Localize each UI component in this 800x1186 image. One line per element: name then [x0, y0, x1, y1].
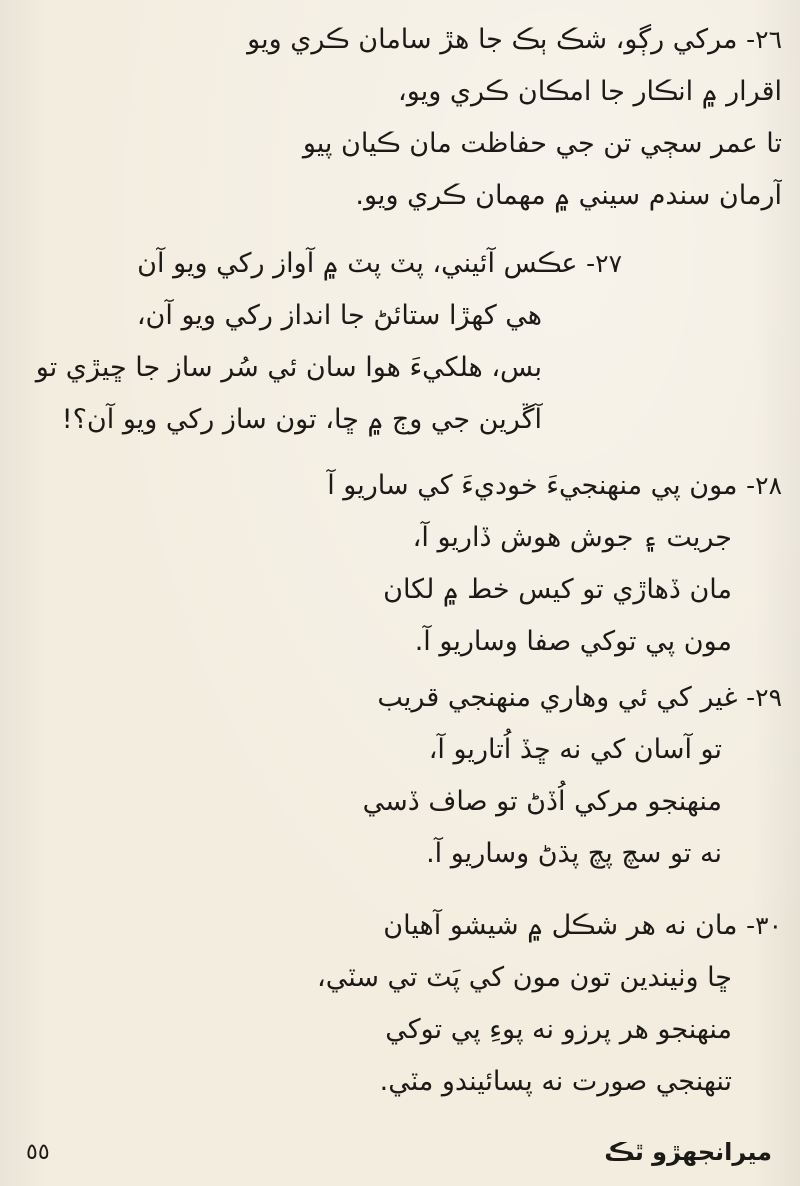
verse-line: بس، هلکيءَ هوا سان ئي سُر ساز جا ڇيڙي تو [35, 352, 542, 383]
running-footer-title: ميرانجهڙو ٿڪ [604, 1138, 772, 1166]
stanza-28 [162, 460, 782, 668]
verse-line [162, 14, 782, 66]
page-number: ٥٥ [26, 1140, 50, 1165]
verse-line: آڱرين جي وڄ ۾ ڇا، تون ساز رکي ويو آن؟! [61, 404, 542, 435]
verse-text: غير کي ئي وهاري منهنجي قريب [377, 682, 738, 713]
verse-text: مون پي منهنجيءَ خوديءَ کي ساريو آ [327, 470, 738, 501]
stanza-27 [12, 238, 782, 446]
stanza-30 [162, 900, 782, 1108]
verse-line: جريت ۽ جوش هوش ڏاريو آ، [412, 522, 732, 553]
verse-line [12, 238, 782, 290]
verse-line: تنهنجي صورت نه پسائيندو مٽي. [379, 1066, 732, 1097]
stanza-26 [162, 14, 782, 222]
verse-line: اقرار ۾ انڪار جا امڪان ڪري ويو، [398, 76, 782, 107]
verse-line: مان ڏهاڙي تو کيس خط ۾ لکان [383, 574, 732, 605]
verse-line: منهنجو هر پرزو نه پوءِ پي توکي [385, 1014, 732, 1045]
stanza-29 [12, 672, 782, 880]
verse-text: مان نه هر شڪل ۾ شيشو آهيان [383, 910, 738, 941]
verse-line: تا عمر سڄي تن جي حفاظت مان ڪيان پيو [302, 128, 782, 159]
verse-line: تو آسان کي نه ڇڏ اُتاريو آ، [428, 734, 722, 765]
verse-line [162, 460, 782, 512]
verse-line: منهنجو مرکي اُڏڻ تو صاف ڏسي [362, 786, 722, 817]
stanza-number: ٢٨- [746, 471, 782, 500]
verse-text: مرکي رڳو، شڪ ٻڪ جا هڙ سامان ڪري ويو [247, 24, 738, 55]
verse-line: آرمان سندم سيني ۾ مهمان ڪري ويو. [355, 180, 782, 211]
stanza-number: ٣٠- [746, 911, 782, 940]
verse-text: عڪس آئيني، پٽ پٽ ۾ آواز رکي ويو آن [137, 248, 578, 279]
verse-line: ڇا وٺيندين تون مون کي پَٽ تي سٽي، [316, 962, 732, 993]
verse-line: مون پي توکي صفا وساريو آ. [414, 626, 732, 657]
stanza-number: ٢٧- [586, 249, 622, 278]
stanza-number: ٢٩- [746, 683, 782, 712]
verse-line [12, 672, 782, 724]
stanza-number: ٢٦- [746, 25, 782, 54]
verse-line [162, 900, 782, 952]
verse-line: هي کهڙا ستائڻ جا انداز رکي ويو آن، [136, 300, 542, 331]
verse-line: نه تو سچ پچ پڌڻ وساريو آ. [426, 838, 722, 869]
